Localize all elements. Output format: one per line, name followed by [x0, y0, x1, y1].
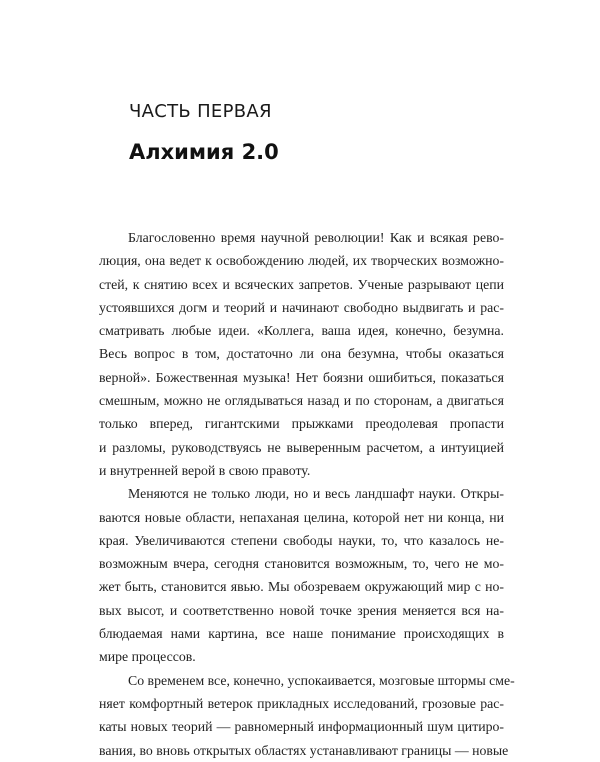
body-text [99, 226, 515, 762]
text-line: жет быть, становится явью. Мы обозреваем окружающий мир с но- [99, 579, 504, 595]
text-line: верной». Божественная музыка! Нет боязни ошибиться, показаться [99, 369, 504, 385]
text-line: няет комфортный ветерок прикладных исследований, грозовые рас- [99, 695, 504, 711]
text-line: возможным вчера, сегодня становится возможным, то, чего не мо- [99, 556, 504, 572]
paragraph [99, 226, 504, 482]
text-line: блюдаемая нами картина, все наше понимание происходящих в [99, 626, 504, 642]
text-line: вых высот, и соответственно новой точке зрения меняется вся на- [99, 602, 504, 618]
text-line: смешным, можно не оглядываться назад и по сторонам, а двигаться [99, 393, 504, 409]
paragraph [99, 482, 504, 668]
text-line: Благословенно время научной революции! Как и всякая рево- [128, 230, 504, 245]
text-line: устоявшихся догм и теорий и начинают свободно выдвигать и рас- [99, 299, 504, 315]
text-line: люция, она ведет к освобождению людей, их творческих возможно- [99, 253, 504, 269]
text-line: Меняются не только люди, но и весь ландшафт науки. Откры- [128, 486, 504, 502]
text-line: и разломы, руководствуясь не выверенным расчетом, а интуицией [99, 439, 504, 455]
text-line: края. Увеличиваются степени свободы науки, то, что казалось не- [99, 532, 504, 548]
text-line: сматривать любые идеи. «Коллега, ваша идея, конечно, безумна. [99, 323, 504, 339]
paragraph [99, 669, 515, 762]
text-line: мире процессов. [99, 649, 196, 665]
text-line: Весь вопрос в том, достаточно ли она безумна, чтобы оказаться [99, 346, 504, 362]
chapter-title: Алхимия 2.0 [129, 140, 279, 164]
text-line: Со временем все, конечно, успокаивается, мозговые штормы сме- [128, 672, 515, 688]
text-line: стей, к снятию всех и всяческих запретов. Ученые разрывают цепи [99, 276, 504, 292]
text-line: только вперед, гигантскими прыжками преодолевая пропасти [99, 416, 504, 432]
part-label: ЧАСТЬ ПЕРВАЯ [129, 101, 272, 122]
text-line: каты новых теорий — равномерный информационный шум цитиро- [99, 719, 504, 735]
text-line: ваются новые области, непаханая целина, которой нет ни конца, ни [99, 509, 504, 525]
text-line: и внутренней верой в свою правоту. [99, 462, 311, 478]
text-line: вания, во вновь открытых областях устанавливают границы — новые [99, 742, 509, 758]
